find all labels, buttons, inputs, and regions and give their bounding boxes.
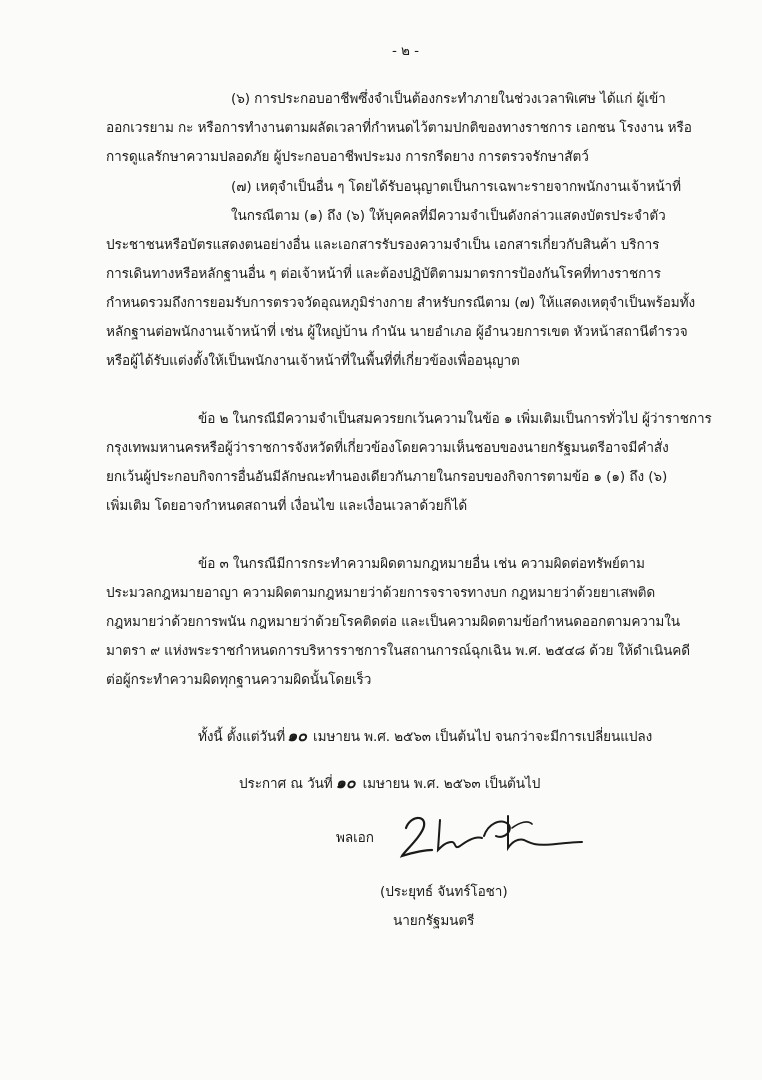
- clause-3-line-4: มาตรา ๙ แห่งพระราชกำหนดการบริหารราชการในสถานการณ์ฉุกเฉิน พ.ศ. ๒๕๔๘ ด้วย ให้ดำเนินคดี: [106, 643, 691, 659]
- paragraph-7-line-6: หลักฐานต่อพนักงานเจ้าหน้าที่ เช่น ผู้ใหญ่บ้าน กำนัน นายอำเภอ ผู้อำนวยการเขต หัวหน้าสถานีตำรวจ: [106, 324, 688, 340]
- announced-day-handwritten: ๑๐: [335, 773, 356, 792]
- announced-suffix: เมษายน พ.ศ. ๒๕๖๓ เป็นต้นไป: [362, 776, 541, 792]
- clause-3-line-3: กฎหมายว่าด้วยการพนัน กฎหมายว่าด้วยโรคติดต่อ และเป็นความผิดตามข้อกำหนดออกตามความใน: [106, 614, 680, 630]
- announcement-line: [239, 774, 540, 793]
- clause-2-line-4: เพิ่มเติม โดยอาจกำหนดสถานที่ เงื่อนไข และเงื่อนเวลาด้วยก็ได้: [106, 498, 468, 514]
- paragraph-6-line-1: (๖) การประกอบอาชีพซึ่งจำเป็นต้องกระทำภายในช่วงเวลาพิเศษ ได้แก่ ผู้เข้า: [231, 91, 666, 107]
- paragraph-7-line-3: ประชาชนหรือบัตรแสดงตนอย่างอื่น และเอกสารรับรองความจำเป็น เอกสารเกี่ยวกับสินค้า บริการ: [106, 237, 660, 253]
- signatory-title: นายกรัฐมนตรี: [393, 913, 475, 929]
- paragraph-6-line-3: การดูแลรักษาความปลอดภัย ผู้ประกอบอาชีพประมง การกรีดยาง การตรวจรักษาสัตว์: [106, 149, 589, 165]
- clause-2-line-2: กรุงเทพมหานครหรือผู้ว่าราชการจังหวัดที่เกี่ยวข้องโดยความเห็นชอบของนายกรัฐมนตรีอาจมีคำสั่ง: [106, 440, 669, 456]
- clause-2-line-1: ข้อ ๒ ในกรณีมีความจำเป็นสมควรยกเว้นความในข้อ ๑ เพิ่มเติมเป็นการทั่วไป ผู้ว่าราชการ: [198, 411, 712, 427]
- signature-rank: พลเอก: [336, 830, 374, 846]
- clause-3-line-5: ต่อผู้กระทำความผิดทุกฐานความผิดนั้นโดยเร็ว: [106, 672, 372, 688]
- paragraph-7-line-1: (๗) เหตุจำเป็นอื่น ๆ โดยได้รับอนุญาตเป็นการเฉพาะรายจากพนักงานเจ้าหน้าที่: [231, 179, 681, 195]
- paragraph-6-line-2: ออกเวรยาม กะ หรือการทำงานตามผลัดเวลาที่กำหนดไว้ตามปกติของทางราชการ เอกชน โรงงาน หรือ: [106, 120, 692, 136]
- paragraph-7-line-2: ในกรณีตาม (๑) ถึง (๖) ให้บุคคลที่มีความจำเป็นดังกล่าวแสดงบัตรประจำตัว: [231, 208, 666, 224]
- paragraph-7-line-7: หรือผู้ได้รับแต่งตั้งให้เป็นพนักงานเจ้าหน้าที่ในพื้นที่ที่เกี่ยวข้องเพื่ออนุญาต: [106, 353, 520, 369]
- handwritten-signature: [396, 806, 586, 866]
- effective-date-line: [198, 727, 652, 746]
- page-number: - ๒ -: [392, 43, 419, 59]
- clause-3-line-1: ข้อ ๓ ในกรณีมีการกระทำความผิดตามกฎหมายอื่น เช่น ความผิดต่อทรัพย์ตาม: [198, 556, 645, 572]
- effective-day-handwritten: ๑๐: [287, 726, 307, 745]
- announced-prefix: ประกาศ ณ วันที่: [239, 776, 333, 792]
- paragraph-7-line-4: การเดินทางหรือหลักฐานอื่น ๆ ต่อเจ้าหน้าที่ และต้องปฏิบัติตามมาตรการป้องกันโรคที่ทางราชการ: [106, 266, 661, 282]
- effective-suffix: เมษายน พ.ศ. ๒๕๖๓ เป็นต้นไป จนกว่าจะมีการเปลี่ยนแปลง: [313, 729, 653, 745]
- clause-2-line-3: ยกเว้นผู้ประกอบกิจการอื่นอันมีลักษณะทำนองเดียวกันภายในกรอบของกิจการตามข้อ ๑ (๑) ถึง (๖): [106, 469, 668, 485]
- paragraph-7-line-5: กำหนดรวมถึงการยอมรับการตรวจวัดอุณหภูมิร่างกาย สำหรับกรณีตาม (๗) ให้แสดงเหตุจำเป็นพร้อมทั้ง: [106, 295, 695, 311]
- signatory-name: (ประยุทธ์ จันทร์โอชา): [380, 884, 508, 900]
- clause-3-line-2: ประมวลกฎหมายอาญา ความผิดตามกฎหมายว่าด้วยการจราจรทางบก กฎหมายว่าด้วยยาเสพติด: [106, 585, 656, 601]
- effective-prefix: ทั้งนี้ ตั้งแต่วันที่: [198, 729, 286, 745]
